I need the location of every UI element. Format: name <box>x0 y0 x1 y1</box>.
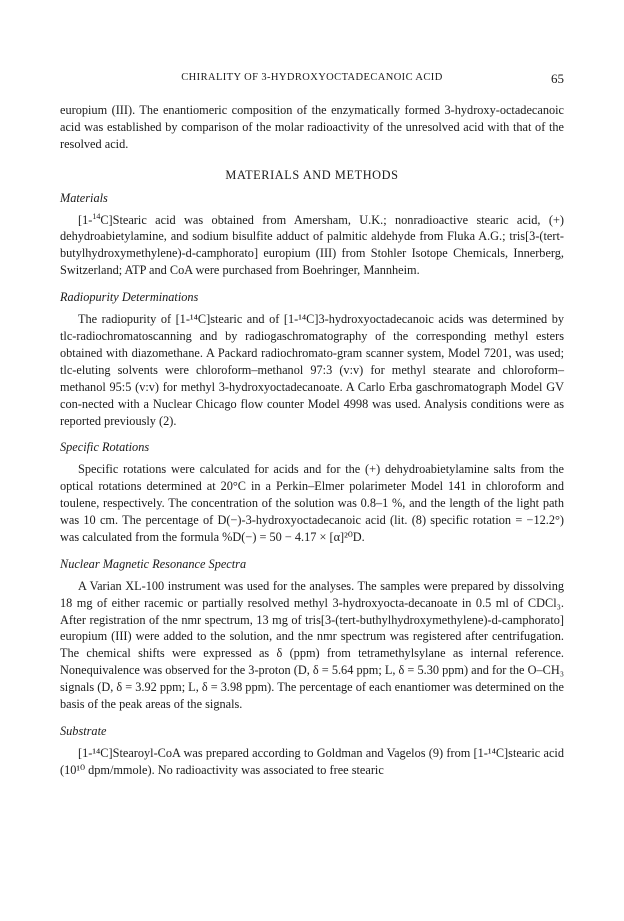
article-body <box>60 102 564 779</box>
materials-heading: Materials <box>60 190 108 205</box>
running-head <box>60 72 564 90</box>
radiopurity-paragraph: The radiopurity of [1-¹⁴C]stearic and of [1-¹⁴C]3-hydroxyoctadecanoic acids was determined by tlc-radiochromatoscanning and by radiogaschromatography of the corresponding methyl esters obtained with diazomethane. A Packard radiochromato-gram scanner system, Model 7201, was used; tlc-eluting solvents were chloroform–methanol 97:3 (v:v) for methyl stearate and chloroform–methanol 95:5 (v:v) for methyl 3-hydroxyoctadecanoate. A Carlo Erba gaschromatograph Model GV con-nected with a Nuclear Chicago flow counter Model 4998 was used. Analysis conditions were as reported previously (2). <box>60 312 564 428</box>
running-title: CHIRALITY OF 3-HYDROXYOCTADECANOIC ACID <box>181 72 443 83</box>
substrate-paragraph: [1-¹⁴C]Stearoyl-CoA was prepared according to Goldman and Vagelos (9) from [1-¹⁴C]stearic acid (10¹⁰ dpm/mmole). No radioactivity was associated to free stearic <box>60 745 564 777</box>
nmr-paragraph: A Varian XL-100 instrument was used for the analyses. The samples were prepared by dissolving 18 mg of either racemic or partially resolved methyl 3-hydroxyocta-decanoate in 0.5 ml of CDCl₃. After registration of the nmr spectrum, 13 mg of tris[3-(tert-buthylhydroxymethylene)-d-camphorato] europium (III) were added to the solution, and the nmr spectrum was registered after centrifugation. The chemical shifts were expressed as δ (ppm) from tetramethylsylane as internal reference. Nonequivalence was observed for the 3-proton (D, δ = 5.64 ppm; L, δ = 5.30 ppm) and for the O–CH₃ signals (D, δ = 3.92 ppm; L, δ = 3.98 ppm). The percentage of each enantiomer was determined on the basis of the peak areas of the signals. <box>60 578 564 712</box>
radiopurity-heading: Radiopurity Determinations <box>60 290 199 305</box>
materials-paragraph: [1-$^{14}$C]Stearic acid was obtained from Amersham, U.K.; nonradioactive stearic acid, (+) dehydroabietylamine, and sodium bisulfite adduct of palmitic aldehyde from Fluka A.G.; tris[3-(tert-butylhydroxymethylene)-d-camphorato] europium (III) from Stohler Isotope Chemicals, Innerberg, Switzerland; ATP and CoA were purchased from Boehringer, Mannheim. <box>60 211 564 278</box>
substrate-heading: Substrate <box>60 724 107 738</box>
intro-paragraph: europium (III). The enantiomeric composition of the enzymatically formed 3-hydroxy-octadecanoic acid was established by comparison of the molar radioactivity of the unresolved acid with that of the resolved acid. <box>60 103 564 151</box>
section-title: MATERIALS AND METHODS <box>225 167 399 182</box>
nmr-heading: Nuclear Magnetic Resonance Spectra <box>60 556 247 571</box>
page-number: 65 <box>551 71 564 86</box>
rotations-heading: Specific Rotations <box>60 440 150 455</box>
rotations-paragraph: Specific rotations were calculated for acids and for the (+) dehydroabietylamine salts from the optical rotations determined at 20°C in a Perkin–Elmer polarimeter Model 141 in chloroform and toulene, respectively. The concentration of the solution was 0.8–1 %, and the length of the light path was 10 cm. The percentage of D(−)-3-hydroxyoctadecanoic acid (lit. (8) specific rotation = −12.2°) was calculated from the formula %D(−) = 50 − 4.17 × [α]²⁰D. <box>60 462 564 544</box>
